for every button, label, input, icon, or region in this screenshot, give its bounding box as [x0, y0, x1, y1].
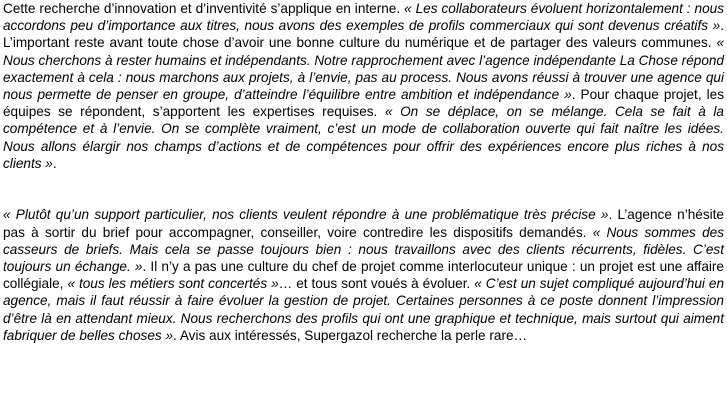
quote-segment: « tous les métiers sont concertés » — [67, 276, 279, 292]
article-body — [3, 0, 724, 344]
quote-segment: « C’est un sujet compliqué aujourd’hui en agence, mais il faut réussir à faire évoluer la gestion de projet. Certaines personnes à ce poste donnent l’impression d’être là en attendant mieux. Nous recherchons des profils qui ont une graphique et technique, mais surtout qui aiment fabriquer de belles choses » — [3, 276, 725, 343]
quote-segment: « Plutôt qu’un support particulier, nos clients veulent répondre à une problématique très précise » — [3, 207, 609, 223]
quote-segment: « Nous cherchons à rester humains et indépendants. Notre rapprochement avec l’agence indépendante La Chose répond exactement à cela : nous marchons aux projets, à l’envie, pas au process. Nous avons réussi à trouver une agence qui nous permette de penser en groupe, d’atteindre l’équilibre entre ambition et indépendance » — [3, 35, 724, 103]
text-segment: . L’agence n’hésite pas à sortir du brief pour accompagner, conseiller, voire contredire les dispositifs demandés. — [3, 207, 724, 240]
text-segment: . Pour chaque projet, les équipes se répondent, s’apportent les expertises requises. — [3, 87, 724, 120]
quote-segment: « On se déplace, on se mélange. Cela se fait à la compétence et à l’envie. On se complète vraiment, c’est un mode de collaboration ouverte qui fait naître les idées. Nous allons élargir nos champs d’actions et de compétences pour offrir des expériences encore plus riches à nos clients » — [3, 104, 724, 171]
text-segment: Cette recherche d’innovation et d’inventivité s’applique en interne. — [3, 1, 405, 16]
quote-segment: « Les collaborateurs évoluent horizontalement : nous accordons peu d’importance aux titres, nous avons des exemples de profils commerciaux qui sont devenus créatifs » — [3, 1, 724, 34]
text-segment: . Il n’y a pas une culture du chef de projet comme interlocuteur unique : un projet est une affaire collégiale, — [3, 259, 724, 292]
paragraph-1 — [3, 0, 724, 172]
text-segment: . — [52, 155, 57, 171]
text-segment: . Avis aux intéressés, Supergazol recherche la perle rare… — [173, 327, 528, 343]
text-segment: … et tous sont voués à évoluer. — [278, 276, 475, 292]
text-segment: . L’important reste avant toute chose d’avoir une bonne culture du numérique et de partager des valeurs communes. — [3, 18, 724, 51]
quote-segment: « Nous sommes des casseurs de briefs. Mais cela se passe toujours bien : nous travaillons avec des clients récurrents, fidèles. C’est toujours un échange. » — [3, 224, 724, 275]
paragraph-2 — [3, 206, 724, 344]
